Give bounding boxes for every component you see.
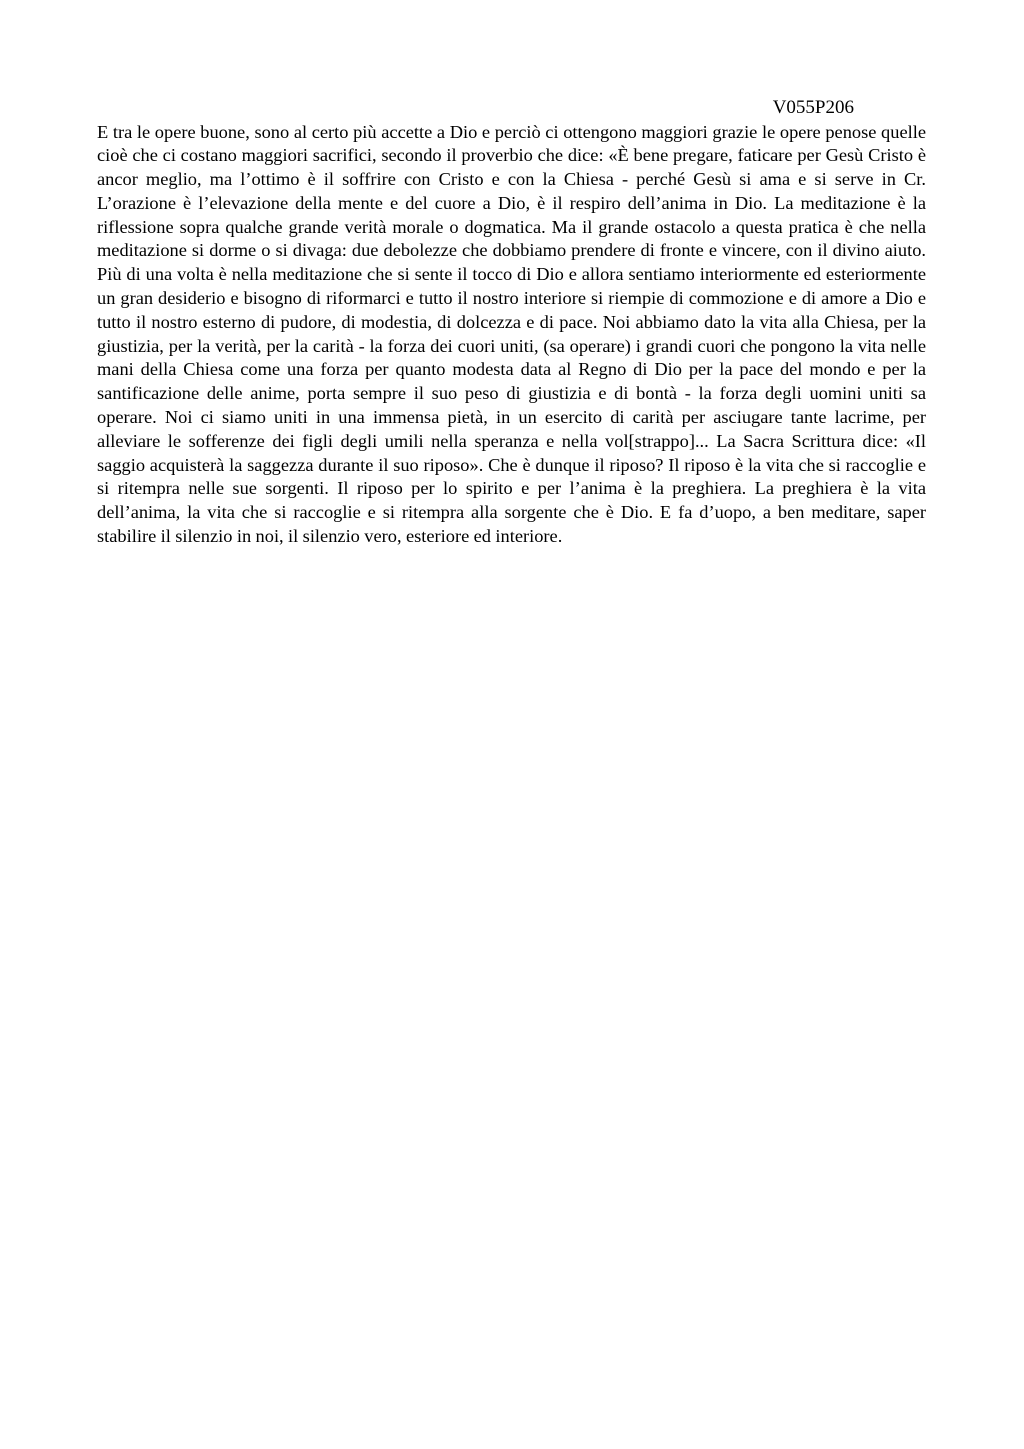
- body-paragraph: E tra le opere buone, sono al certo più accette a Dio e perciò ci ottengono maggiori grazie le opere penose quelle cioè che ci costano maggiori sacrifici, secondo il proverbio che dice: «È bene pregare, faticare per Gesù Cristo è ancor meglio, ma l’ottimo è il soffrire con Cristo e con la Chiesa - perché Gesù si ama e si serve in Cr. L’orazione è l’elevazione della mente e del cuore a Dio, è il respiro dell’anima in Dio. La meditazione è la riflessione sopra qualche grande verità morale o dogmatica. Ma il grande ostacolo a questa pratica è che nella meditazione si dorme o si divaga: due debolezze che dobbiamo prendere di fronte e vincere, con il divino aiuto. Più di una volta è nella meditazione che si sente il tocco di Dio e allora sentiamo interiormente ed esteriormente un gran desiderio e bisogno di riformarci e tutto il nostro interiore si riempie di commozione e di amore a Dio e tutto il nostro esterno di pudore, di modestia, di dolcezza e di pace. Noi abbiamo dato la vita alla Chiesa, per la giustizia, per la verità, per la carità - la forza dei cuori uniti, (sa operare) i grandi cuori che pongono la vita nelle mani della Chiesa come una forza per quanto modesta data al Regno di Dio per la pace del mondo e per la santificazione delle anime, porta sempre il suo peso di giustizia e di bontà - la forza degli uomini uniti sa operare. Noi ci siamo uniti in una immensa pietà, in un esercito di carità per asciugare tante lacrime, per alleviare le sofferenze dei figli degli umili nella speranza e nella vol[strappo]... La Sacra Scrittura dice: «Il saggio acquisterà la saggezza durante il suo riposo». Che è dunque il riposo? Il riposo è la vita che si raccoglie e si ritempra nelle sue sorgenti. Il riposo per lo spirito e per l’anima è la preghiera. La preghiera è la vita dell’anima, la vita che si raccoglie e si ritempra alla sorgente che è Dio. E fa d’uopo, a ben meditare, saper stabilire il silenzio in noi, il silenzio vero, esteriore ed interiore.: [97, 121, 926, 547]
- page-code: V055P206: [772, 97, 854, 118]
